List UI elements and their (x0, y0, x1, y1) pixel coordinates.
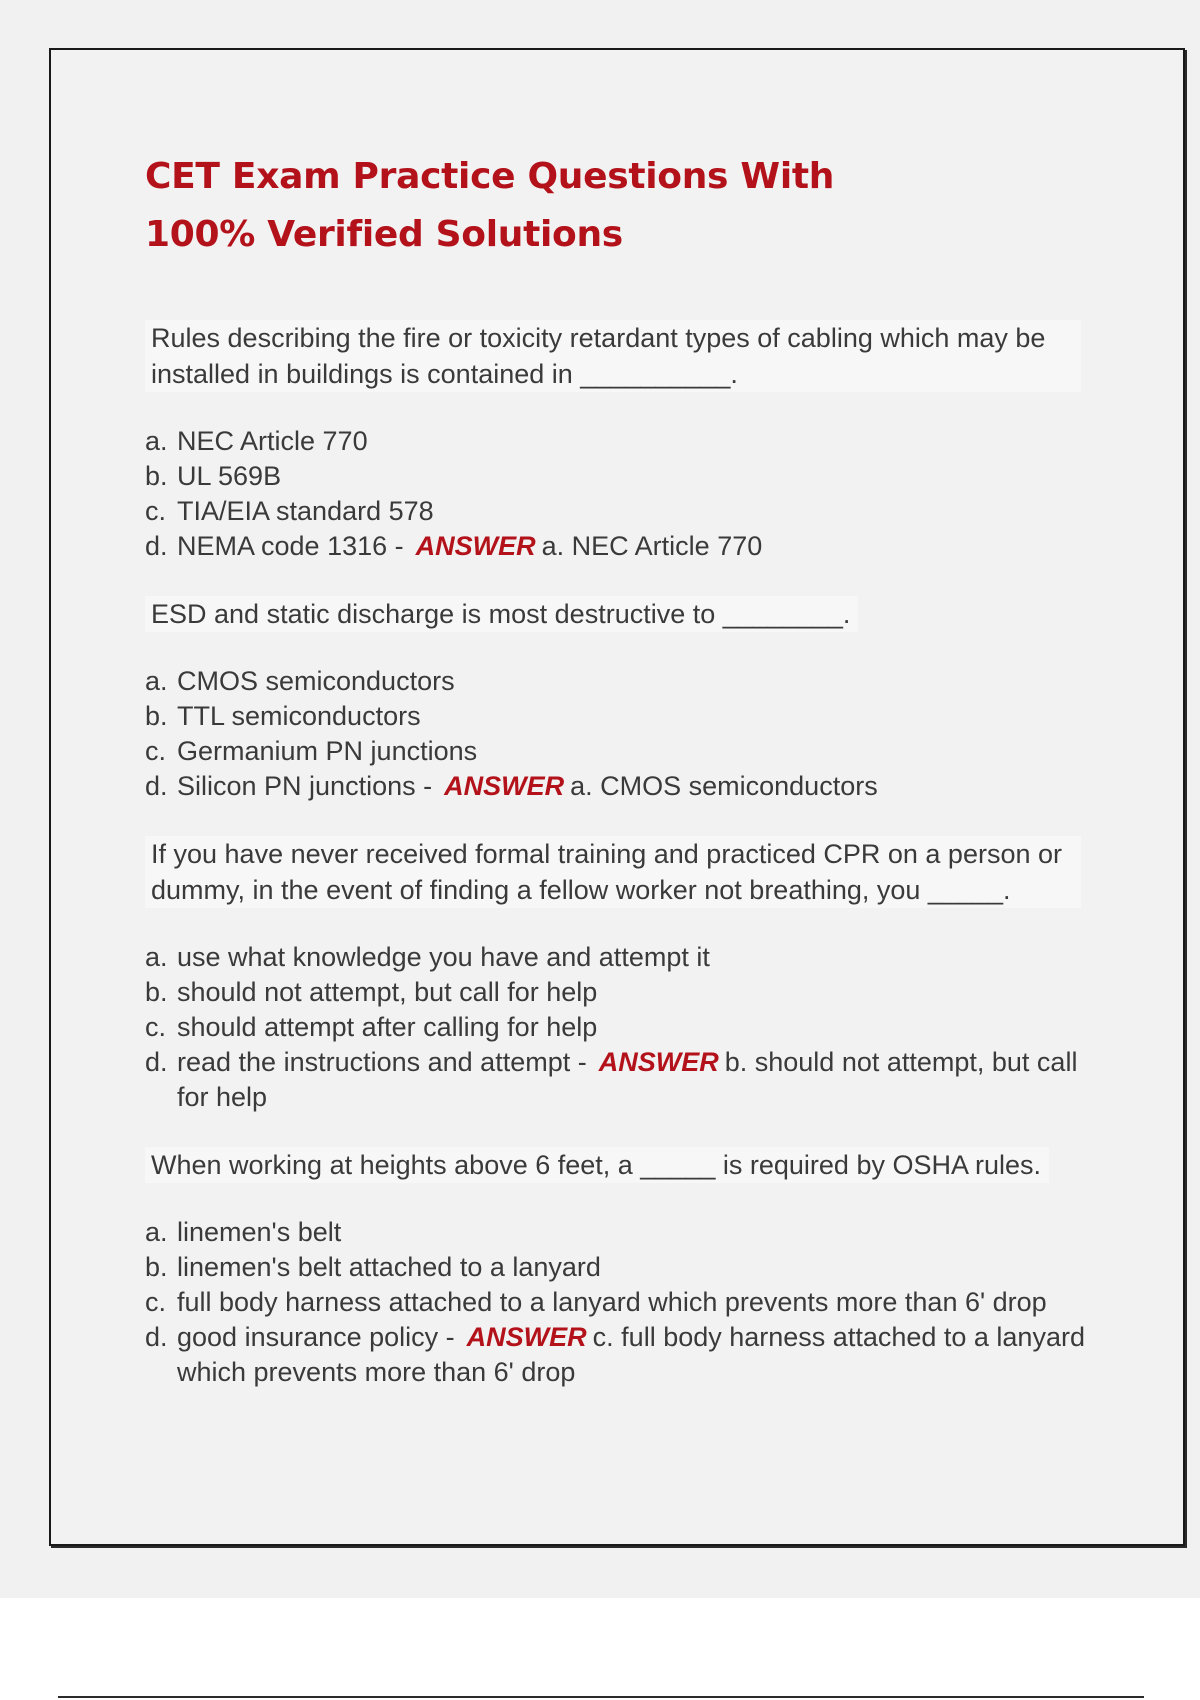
question-3 (145, 836, 1105, 1115)
options-list (145, 664, 1105, 804)
option-text: CMOS semiconductors (177, 666, 455, 696)
question-2 (145, 596, 1105, 804)
footer-divider (58, 1696, 1144, 1698)
option-text: full body harness attached to a lanyard which prevents more than 6' drop (177, 1287, 1047, 1317)
option-b (145, 699, 1105, 734)
option-text: UL 569B (177, 461, 282, 491)
option-letter: a. (145, 426, 168, 456)
option-text: Germanium PN junctions (177, 736, 478, 766)
answer-text: b. should not attempt, but call for help (177, 1047, 1078, 1112)
option-letter: c. (145, 1287, 167, 1317)
option-letter: b. (145, 1252, 168, 1282)
option-c (145, 734, 1105, 769)
option-b (145, 459, 1105, 494)
option-text: Silicon PN junctions - (177, 771, 433, 801)
option-c (145, 1285, 1105, 1320)
option-b (145, 1250, 1105, 1285)
option-text: use what knowledge you have and attempt it (177, 942, 710, 972)
option-b (145, 975, 1105, 1010)
option-text: read the instructions and attempt - (177, 1047, 587, 1077)
option-d (145, 769, 1105, 804)
option-text: should not attempt, but call for help (177, 977, 598, 1007)
option-text: NEC Article 770 (177, 426, 368, 456)
question-text: ESD and static discharge is most destructive to ________. (145, 596, 858, 632)
option-letter: a. (145, 666, 168, 696)
option-letter: a. (145, 942, 168, 972)
answer-text: a. NEC Article 770 (541, 531, 763, 561)
option-text: TTL semiconductors (177, 701, 421, 731)
option-c (145, 494, 1105, 529)
answer-label: ANSWER (598, 1047, 719, 1077)
answer-label: ANSWER (444, 771, 565, 801)
option-text: TIA/EIA standard 578 (177, 496, 434, 526)
option-a (145, 940, 1105, 975)
option-letter: b. (145, 977, 168, 1007)
answer-label: ANSWER (415, 531, 536, 561)
document-title: CET Exam Practice Questions With 100% Verified Solutions (145, 156, 835, 255)
option-letter: c. (145, 736, 167, 766)
document-content (145, 148, 1105, 1422)
option-letter: d. (145, 771, 168, 801)
option-letter: b. (145, 701, 168, 731)
option-text: linemen's belt (177, 1217, 342, 1247)
option-d (145, 529, 1105, 564)
option-d (145, 1045, 1105, 1115)
option-a (145, 664, 1105, 699)
option-text: linemen's belt attached to a lanyard (177, 1252, 601, 1282)
question-text: When working at heights above 6 feet, a _____ is required by OSHA rules. (145, 1147, 1049, 1183)
option-letter: c. (145, 496, 167, 526)
answer-label: ANSWER (466, 1322, 587, 1352)
option-text: should attempt after calling for help (177, 1012, 598, 1042)
options-list (145, 424, 1105, 564)
question-text-wrap (145, 1147, 1105, 1183)
option-letter: d. (145, 1047, 168, 1077)
question-text: If you have never received formal training and practiced CPR on a person or dummy, in the event of finding a fellow worker not breathing, you _____. (145, 836, 1081, 908)
question-text: Rules describing the fire or toxicity retardant types of cabling which may be installed in buildings is contained in __________. (145, 320, 1081, 392)
option-letter: c. (145, 1012, 167, 1042)
option-letter: d. (145, 531, 168, 561)
answer-text: a. CMOS semiconductors (570, 771, 878, 801)
question-text-wrap (145, 596, 1105, 632)
answer-text: c. full body harness attached to a lanyard which prevents more than 6' drop (177, 1322, 1085, 1387)
options-list (145, 940, 1105, 1115)
option-letter: b. (145, 461, 168, 491)
option-a (145, 424, 1105, 459)
question-1 (145, 320, 1105, 564)
option-text: NEMA code 1316 - (177, 531, 404, 561)
question-4 (145, 1147, 1105, 1390)
option-d (145, 1320, 1105, 1390)
option-c (145, 1010, 1105, 1045)
option-a (145, 1215, 1105, 1250)
options-list (145, 1215, 1105, 1390)
option-letter: d. (145, 1322, 168, 1352)
option-text: good insurance policy - (177, 1322, 455, 1352)
option-letter: a. (145, 1217, 168, 1247)
